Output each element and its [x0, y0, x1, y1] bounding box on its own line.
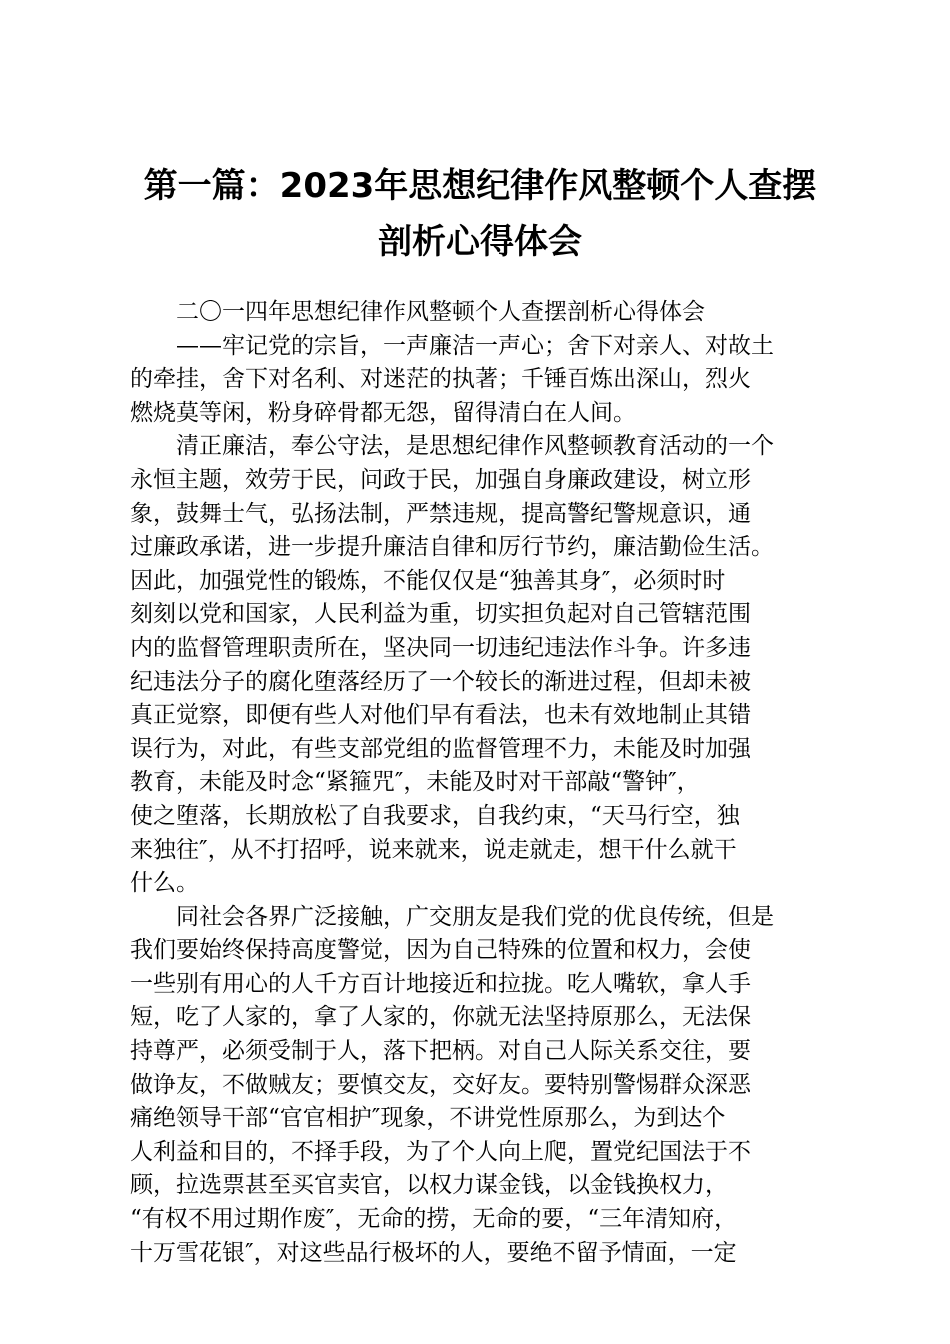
body-line: 内的监督管理职责所在，坚决同一切违纪违法作斗争。许多违	[130, 634, 751, 661]
body-line: 使之堕落，长期放松了自我要求，自我约束，“天马行空，独	[130, 802, 740, 829]
body-line: 做诤友，不做贼友；要慎交友，交好友。要特别警惕群众深恶	[130, 1071, 751, 1098]
body-line: 燃烧莫等闲，粉身碎骨都无怨，留得清白在人间。	[130, 399, 636, 426]
body-line: 因此，加强党性的锻炼，不能仅仅是“独善其身″，必须时时	[130, 567, 726, 594]
body-line: 什么。	[130, 870, 199, 897]
body-line: 刻刻以党和国家，人民利益为重，切实担负起对自己管辖范围	[130, 601, 751, 628]
title-line-2: 剖析心得体会	[378, 222, 582, 262]
body-line: 来独往″，从不打招呼，说来就来，说走就走，想干什么就干	[130, 836, 737, 863]
body-line: 顾，拉选票甚至买官卖官，以权力谋金钱，以金钱换权力，	[130, 1172, 728, 1199]
body-line: 持尊严，必须受制于人，落下把柄。对自己人际关系交往，要	[130, 1038, 751, 1065]
body-line: 象，鼓舞士气，弘扬法制，严禁违规，提高警纪警规意识，通	[130, 500, 751, 527]
body-line: 十万雪花银″，对这些品行极坏的人，要绝不留予情面，一定	[130, 1239, 737, 1266]
body-line: 永恒主题，效劳于民，问政于民，加强自身廉政建设，树立形	[130, 466, 751, 493]
title-line-1: 第一篇：2023年思想纪律作风整顿个人查摆	[143, 166, 817, 206]
body-line: 痛绝领导干部“官官相护″现象，不讲党性原那么，为到达个	[130, 1105, 726, 1132]
body-line: 人利益和目的，不择手段，为了个人向上爬，置党纪国法于不	[130, 1138, 751, 1165]
body-line: ——牢记党的宗旨，一声廉洁一声心；舍下对亲人、对故土	[130, 332, 774, 359]
body-line: 的牵挂，舍下对名利、对迷茫的执著；千锤百炼出深山，烈火	[130, 366, 751, 393]
body-line: 同社会各界广泛接触，广交朋友是我们党的优良传统，但是	[130, 903, 774, 930]
body-line: 误行为，对此，有些支部党组的监督管理不力，未能及时加强	[130, 735, 751, 762]
body-line: 二〇一四年思想纪律作风整顿个人查摆剖析心得体会	[130, 299, 705, 325]
body-line: “有权不用过期作废″，无命的捞，无命的要，“三年清知府，	[130, 1206, 738, 1233]
body-line: 真正觉察，即便有些人对他们早有看法，也未有效地制止其错	[130, 702, 751, 729]
body-line: 教育，未能及时念“紧箍咒″，未能及时对干部敲“警钟″，	[130, 769, 700, 796]
body-line: 清正廉洁，奉公守法，是思想纪律作风整顿教育活动的一个	[130, 433, 774, 460]
body-line: 一些别有用心的人千方百计地接近和拉拢。吃人嘴软，拿人手	[130, 970, 751, 997]
body-line: 纪违法分子的腐化堕落经历了一个较长的渐进过程，但却未被	[130, 668, 751, 695]
body-line: 短，吃了人家的，拿了人家的，你就无法坚持原那么，无法保	[130, 1004, 751, 1031]
body-line: 过廉政承诺，进一步提升廉洁自律和厉行节约，廉洁勤俭生活。	[130, 534, 774, 561]
body-line: 我们要始终保持高度警觉，因为自己特殊的位置和权力，会使	[130, 937, 751, 964]
document-body	[130, 296, 840, 1270]
document-title	[130, 158, 830, 270]
